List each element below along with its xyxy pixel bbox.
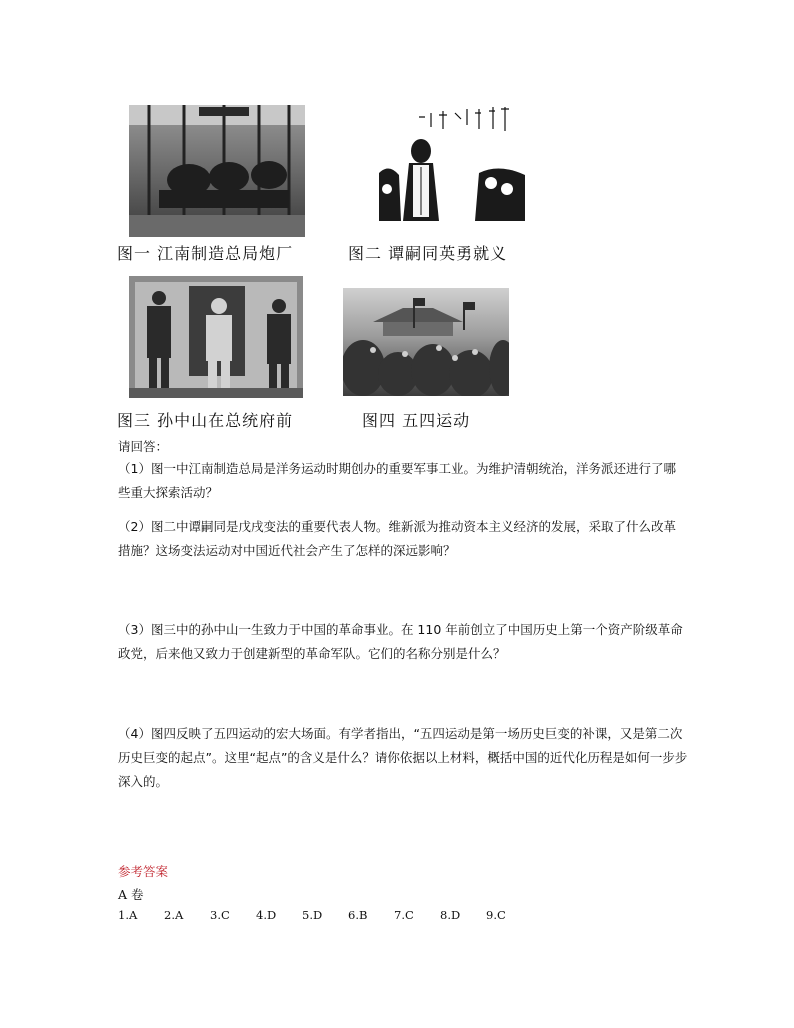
question-4: （4）图四反映了五四运动的宏大场面。有学者指出，“五四运动是第一场历史巨变的补课，又是第二次历史巨变的起点”。这里“起点”的含义是什么？请你依据以上材料，概括中国的近代化历程是如何一步步深入的。 — [118, 726, 688, 789]
answer-item: 2.A — [164, 908, 184, 922]
question-1: （1）图一中江南制造总局是洋务运动时期创办的重要军事工业。为维护清朝统治，洋务派还进行了哪些重大探索活动？ — [118, 461, 676, 500]
figure-block — [117, 101, 529, 430]
answer-item: 5.D — [302, 908, 323, 922]
answer-item: 7.C — [394, 908, 414, 922]
answer-item: 6.B — [348, 908, 368, 922]
answer-heading: 参考答案 — [118, 864, 169, 879]
answer-item: 8.D — [440, 908, 461, 922]
answer-subheading: A 卷 — [118, 887, 144, 902]
question-2: （2）图二中谭嗣同是戊戌变法的重要代表人物。维新派为推动资本主义经济的发展，采取了什么改革措施？这场变法运动对中国近代社会产生了怎样的深远影响？ — [118, 519, 676, 558]
question-3: （3）图三中的孙中山一生致力于中国的革命事业。在 110 年前创立了中国历史上第一个资产阶级革命政党，后来他又致力于创建新型的革命军队。它们的名称分别是什么？ — [118, 622, 683, 661]
painting-may-fourth — [343, 288, 509, 396]
answer-item: 3.C — [210, 908, 230, 922]
caption-figure-3: 图三 孙中山在总统府前 — [117, 411, 294, 430]
caption-figure-1: 图一 江南制造总局炮厂 — [117, 244, 294, 263]
illustration-tan-sitong — [379, 103, 525, 235]
answer-item: 9.C — [486, 908, 506, 922]
answer-item: 1.A — [118, 908, 138, 922]
photo-sun-yatsen — [129, 276, 303, 398]
photo-jiangnan-arsenal — [129, 105, 305, 237]
caption-figure-2: 图二 谭嗣同英勇就义 — [348, 244, 508, 263]
caption-figure-4: 图四 五四运动 — [362, 411, 471, 430]
answer-item: 4.D — [256, 908, 277, 922]
prompt-label: 请回答： — [118, 439, 169, 454]
answer-list — [118, 908, 532, 922]
